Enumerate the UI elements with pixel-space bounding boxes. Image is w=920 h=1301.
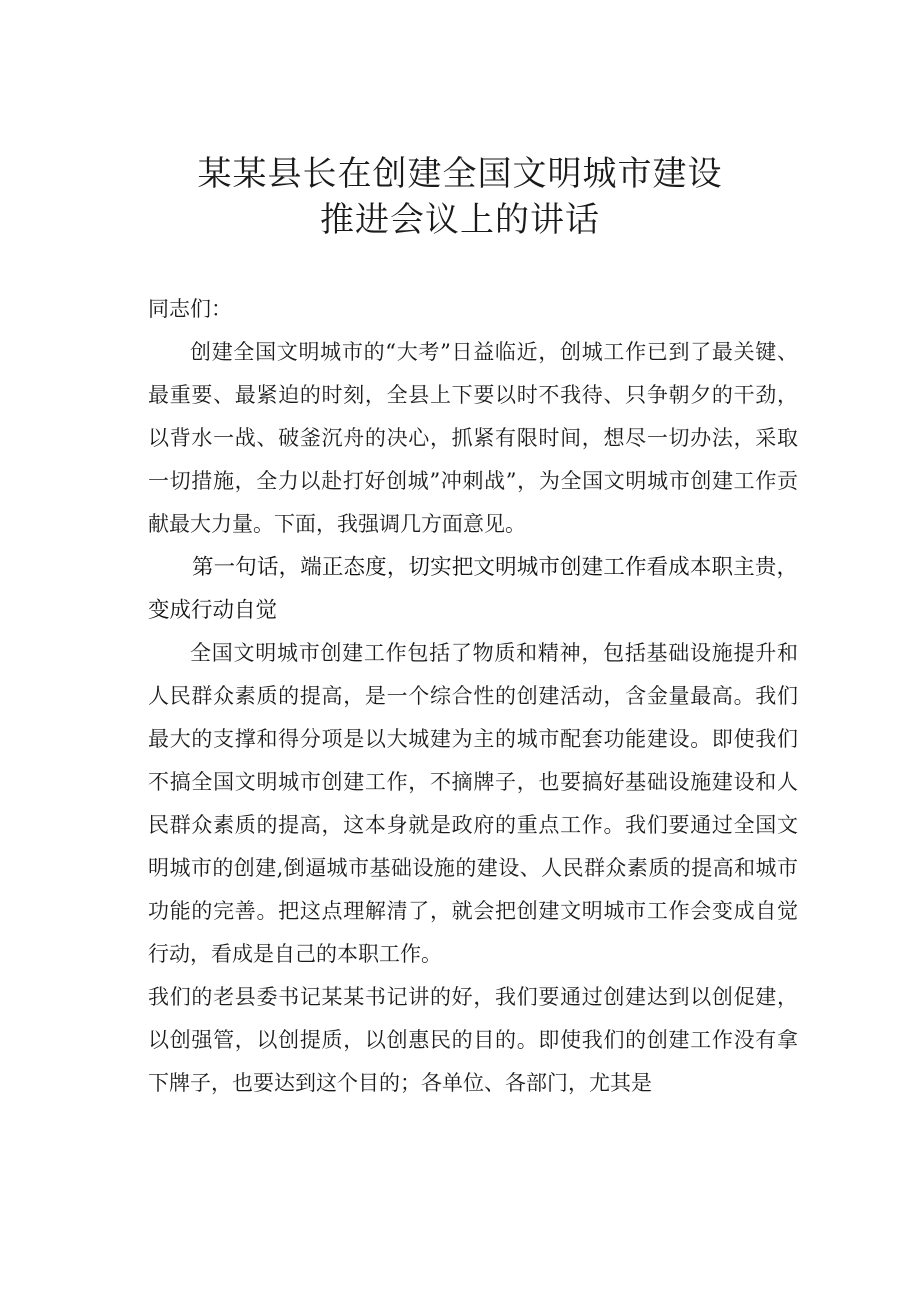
document-body [148, 288, 798, 1105]
document-title-line-2: 推进会议上的讲话 [320, 200, 600, 240]
paragraph-section-1: 全国文明城市创建工作包括了物质和精神，包括基础设施提升和人民群众素质的提高，是一个综合性的创建活动，含金量最高。我们最大的支撑和得分项是以大城建为主的城市配套功能建设。即使我们不搞全国文明城市创建工作，不摘牌子，也要搞好基础设施建设和人民群众素质的提高，这本身就是政府的重点工作。我们要通过全国文明城市的创建,倒逼城市基础设施的建设、人民群众素质的提高和城市功能的完善。把这点理解清了，就会把创建文明城市工作会变成自觉行动，看成是自己的本职工作。 [148, 641, 798, 966]
section-heading-1: 第一句话，端正态度，切实把文明城市创建工作看成本职主贵，变成行动自觉 [148, 555, 798, 623]
paragraph-intro: 创建全国文明城市的“大考”日益临近，创城工作已到了最关键、最重要、最紧迫的时刻，全县上下要以时不我待、只争朝夕的干劲，以背水一战、破釜沉舟的决心，抓紧有限时间，想尽一切办法，采取一切措施，全力以赴打好创城”冲刺战”，为全国文明城市创建工作贡献最大力量。下面，我强调几方面意见。 [148, 340, 798, 536]
document-title-line-1: 某某县长在创建全国文明城市建设 [197, 154, 723, 194]
greeting: 同志们： [148, 297, 232, 321]
paragraph-continuation: 我们的老县委书记某某书记讲的好，我们要通过创建达到以创促建，以创强管，以创提质，以创惠民的目的。即使我们的创建工作没有拿下牌子，也要达到这个目的；各单位、各部门，尤其是 [148, 985, 798, 1095]
